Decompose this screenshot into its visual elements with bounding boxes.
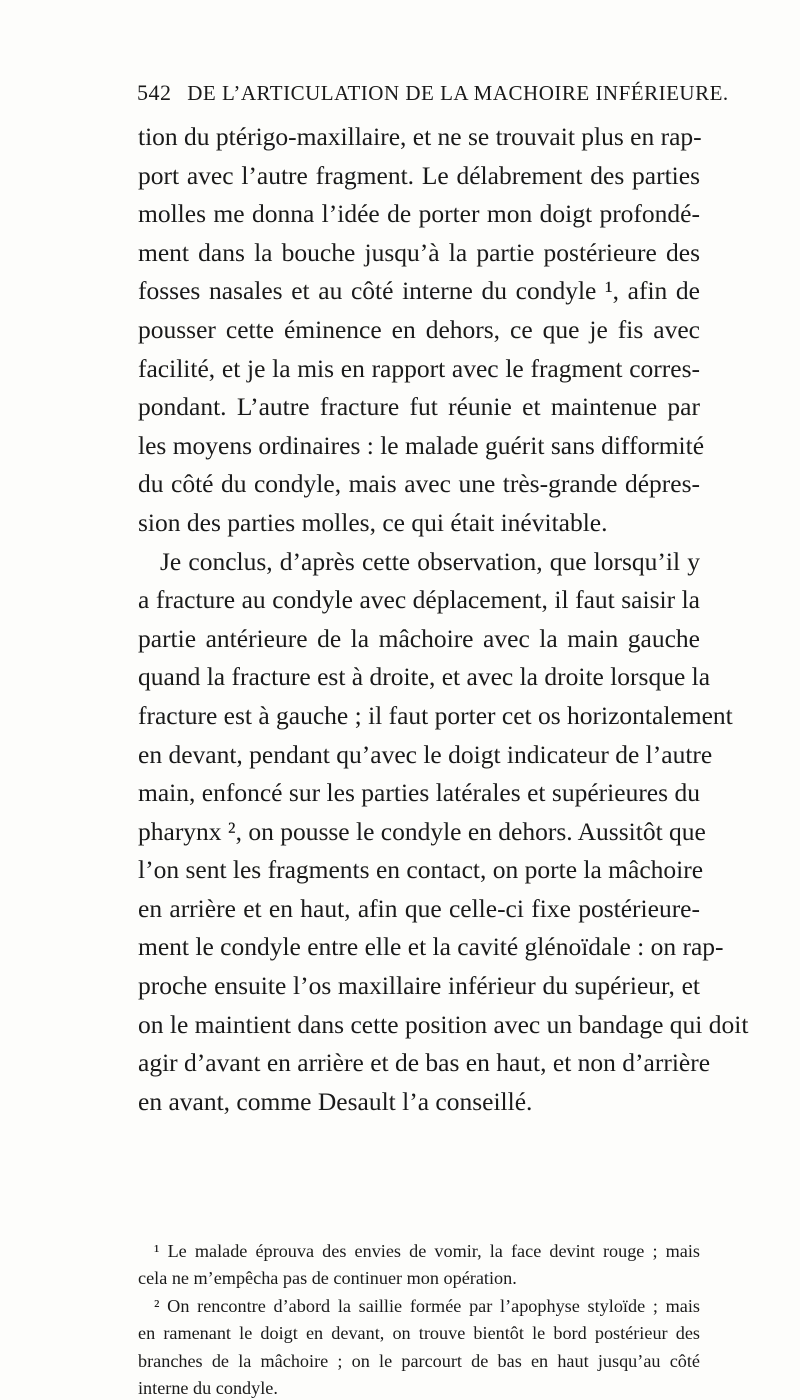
text-line: Je conclus, d’après cette observation, que lorsqu’il y — [160, 546, 700, 576]
text-line: molles me donna l’idée de porter mon doigt profondé- — [138, 199, 700, 229]
footnotes — [138, 1238, 700, 1400]
text-line: tion du ptérigo-maxillaire, et ne se trouvait plus en rap- — [138, 122, 702, 151]
text-line: du côté du condyle, mais avec une très-grande dépres- — [138, 469, 700, 499]
text-line: facilité, et je la mis en rapport avec le fragment corres- — [138, 353, 700, 383]
text-line: en avant, comme Desault l’a conseillé. — [138, 1086, 533, 1116]
footnote-line: branches de la mâchoire ; on le parcourt de bas en haut jusqu’au côté — [138, 1350, 700, 1371]
text-line: pousser cette éminence en dehors, ce que je fis avec — [138, 314, 700, 344]
footnote-line: ¹ Le malade éprouva des envies de vomir, la face devint rouge ; mais — [154, 1241, 700, 1261]
text-line: pondant. L’autre fracture fut réunie et maintenue par — [138, 392, 700, 422]
footnote-line: ² On rencontre d’abord la saillie formée par l’apophyse styloïde ; mais — [154, 1295, 700, 1316]
text-line: port avec l’autre fragment. Le délabrement des parties — [138, 160, 700, 190]
footnote-line: interne du condyle. — [138, 1377, 278, 1398]
text-line: l’on sent les fragments en contact, on porte la mâchoire — [138, 855, 704, 885]
footnote-line: en ramenant le doigt en devant, on trouve bientôt le bord postérieur des — [138, 1323, 700, 1344]
text-line: on le maintient dans cette position avec un bandage qui doit — [138, 1009, 749, 1039]
text-line: pharynx ², on pousse le condyle en dehors. Aussitôt que — [138, 816, 706, 846]
footnote-line: cela ne m’empêcha pas de continuer mon opération. — [138, 1268, 517, 1289]
text-line: en devant, pendant qu’avec le doigt indicateur de l’autre — [138, 739, 713, 769]
text-line: proche ensuite l’os maxillaire inférieur du supérieur, et — [138, 971, 700, 1001]
chapter-title: DE L’ARTICULATION DE LA MACHOIRE INFÉRIEURE. — [187, 81, 729, 105]
text-line: fosses nasales et au côté interne du condyle ¹, afin de — [138, 276, 700, 306]
text-line: ment dans la bouche jusqu’à la partie postérieure des — [138, 237, 700, 267]
text-line: partie antérieure de la mâchoire avec la main gauche — [138, 623, 700, 653]
text-line: fracture est à gauche ; il faut porter cet os horizontalement — [138, 700, 733, 730]
text-line: les moyens ordinaires : le malade guérit sans difformité — [138, 430, 705, 460]
text-line: quand la fracture est à droite, et avec la droite lorsque la — [138, 662, 711, 692]
text-line: main, enfoncé sur les parties latérales et supérieures du — [138, 778, 700, 808]
text-line: a fracture au condyle avec déplacement, il faut saisir la — [138, 585, 700, 615]
running-header — [137, 80, 729, 106]
text-line: agir d’avant en arrière et de bas en haut, et non d’arrière — [138, 1048, 711, 1078]
main-text — [138, 118, 749, 1121]
text-line: ment le condyle entre elle et la cavité glénoïdale : on rap- — [138, 932, 724, 962]
text-line: sion des parties molles, ce qui était inévitable. — [138, 507, 608, 537]
page-number: 542 — [137, 80, 172, 105]
text-line: en arrière et en haut, afin que celle-ci fixe postérieure- — [138, 893, 700, 923]
